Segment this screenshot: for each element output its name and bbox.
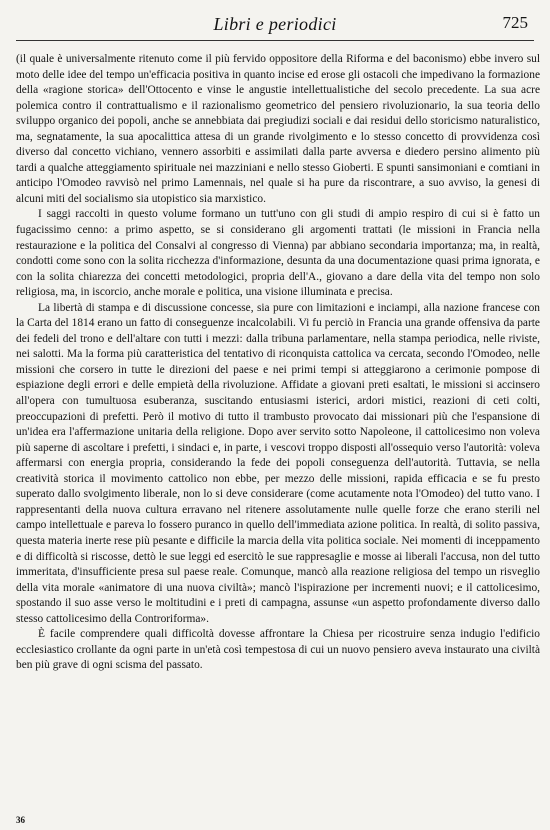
- paragraph: La libertà di stampa e di discussione concesse, sia pure con limitazioni e inciampi, alla nazione francese con la Carta del 1814 erano un fatto di conseguenze incalcolabili. Vi fu perciò in Francia una grande offensiva da parte dei fedeli del trono e dell'altare con tutti i mezzi: dalla tribuna parlamentare, nella stampa periodica, nelle riviste, nei salotti. Ma la forma più caratteristica del tentativo di riconquista cattolica va cercata, secondo l'Omodeo, nelle missioni che corsero in tutte le direzioni del paese e nei primi tempi si atteggiarono a cerimonie pompose di espiazione degli errori e delle empietà della rivoluzione. Affidate a giovani preti esaltati, le missioni si accinsero all'opera con tumultuosa esuberanza, suscitando entusiasmi isterici, ardori mistici, reazioni di ceti colti, preoccupazioni di prefetti. Però il motivo di tutto il trambusto provocato dai missionari più che l'espansione di un'idea era l'affermazione unitaria della religione. Dopo aver servito sotto Napoleone, il cattolicesimo non voleva più saperne di ascoltare i prefetti, i sindaci e, in parte, i vescovi troppo disposti all'ossequio verso l'autorità: voleva affermarsi con energia propria, considerando la fede dei popoli conseguenza dell'autorità. Tuttavia, se nella creatività storica il movimento cattolico non ebbe, per mezzo delle missioni, rapida efficacia e se fu presto superato dallo svolgimento liberale, non lo si deve considerare (come acutamente nota l'Omodeo) del tutto vano. I rappresentanti della nuova cultura erravano nel ritenere assolutamente nulle quelle forze che erano sterili nel campo intellettuale e pareva lo fossero puranco in quello dell'immediata azione politica. In realtà, di solito passiva, questa materia inerte rese più pesante e difficile la marcia della vita politica sociale. Nei momenti di inceppamento e di difficoltà si riscosse, dettò le sue leggi ed esercitò le sue rappresaglie e mosse ai liberali l'accusa, non del tutto immeritata, d'insufficiente presa sul paese reale. Comunque, mancò alla reazione religiosa del tempo un risveglio della vita morale «animatore di una nuova civiltà»; mancò l'ispirazione per incrementi nuovi; e il cattolicesimo, spostando il suo asse verso le moltitudini e i preti di campagna, assunse «un aspetto profondamente diverso dallo stesso cattolicesimo della Controriforma».: [16, 301, 540, 625]
- running-title: Libri e periodici: [213, 14, 337, 34]
- folio-mark: 36: [16, 815, 25, 825]
- paragraph: (il quale è universalmente ritenuto come il più fervido oppositore della Riforma e del baconismo) ebbe invero sul moto delle idee del tempo un'efficacia positiva in quanto incise ed erose gli ostacoli che impedivano la formazione della «ragione storica» dell'Ottocento e vinse le angustie intellettualistiche del secolo precedente. La sua acre polemica contro il contrattualismo e il razionalismo geometrico del pensiero rivoluzionario, la sua teoria dello sviluppo organico dei popoli, anche se annebbiata dai pregiudizi sociali e dai residui dello storicismo naturalistico, ma, segnatamente, la sua apocalittica attesa di un grande rivolgimento e lo stesso concetto di provvidenza così diverso dal concetto vichiano, vennero assorbiti e assimilati dalla parte avversa e diedero persino alimento più tardi a qualche atteggiamento spirituale nei mazziniani e nello stesso Gioberti. E spunti sansimoniani e comtiani in anticipo l'Omodeo ravvisò nel primo Lamennais, nel quale si ha pure da riscontrare, a suo avviso, la genesi di alcuni miti del socialismo sia utopistico sia marxistico.: [16, 53, 540, 205]
- page-number: 725: [502, 13, 528, 32]
- paragraph: I saggi raccolti in questo volume formano un tutt'uno con gli studi di ampio respiro di cui si è fatto un fugacissimo cenno: a primo aspetto, se si considerano gli argomenti trattati (le missioni in Francia nella restaurazione e la politica del Consalvi al congresso di Vienna) par abbiano secondaria importanza; ma, in realtà, condotti come sono con la solita ricchezza d'informazione, desunta da una documentazione quasi prima ignorata, e con la solita chiarezza dei concetti metodologici, propria dell'A., giovano a dare della vita del tempo non solo religiosa, ma, in iscorcio, anche morale e politica, una visione illuminata e precisa.: [16, 208, 540, 299]
- page-header: [16, 0, 534, 41]
- paragraph: È facile comprendere quali difficoltà dovesse affrontare la Chiesa per ricostruire senza indugio l'edificio ecclesiastico crollante da ogni parte in un'età così tempestosa di cui un nuovo pensiero aveva instaurato una civiltà ben più grave di ogni scisma del passato.: [16, 628, 540, 672]
- body-text: [16, 52, 540, 674]
